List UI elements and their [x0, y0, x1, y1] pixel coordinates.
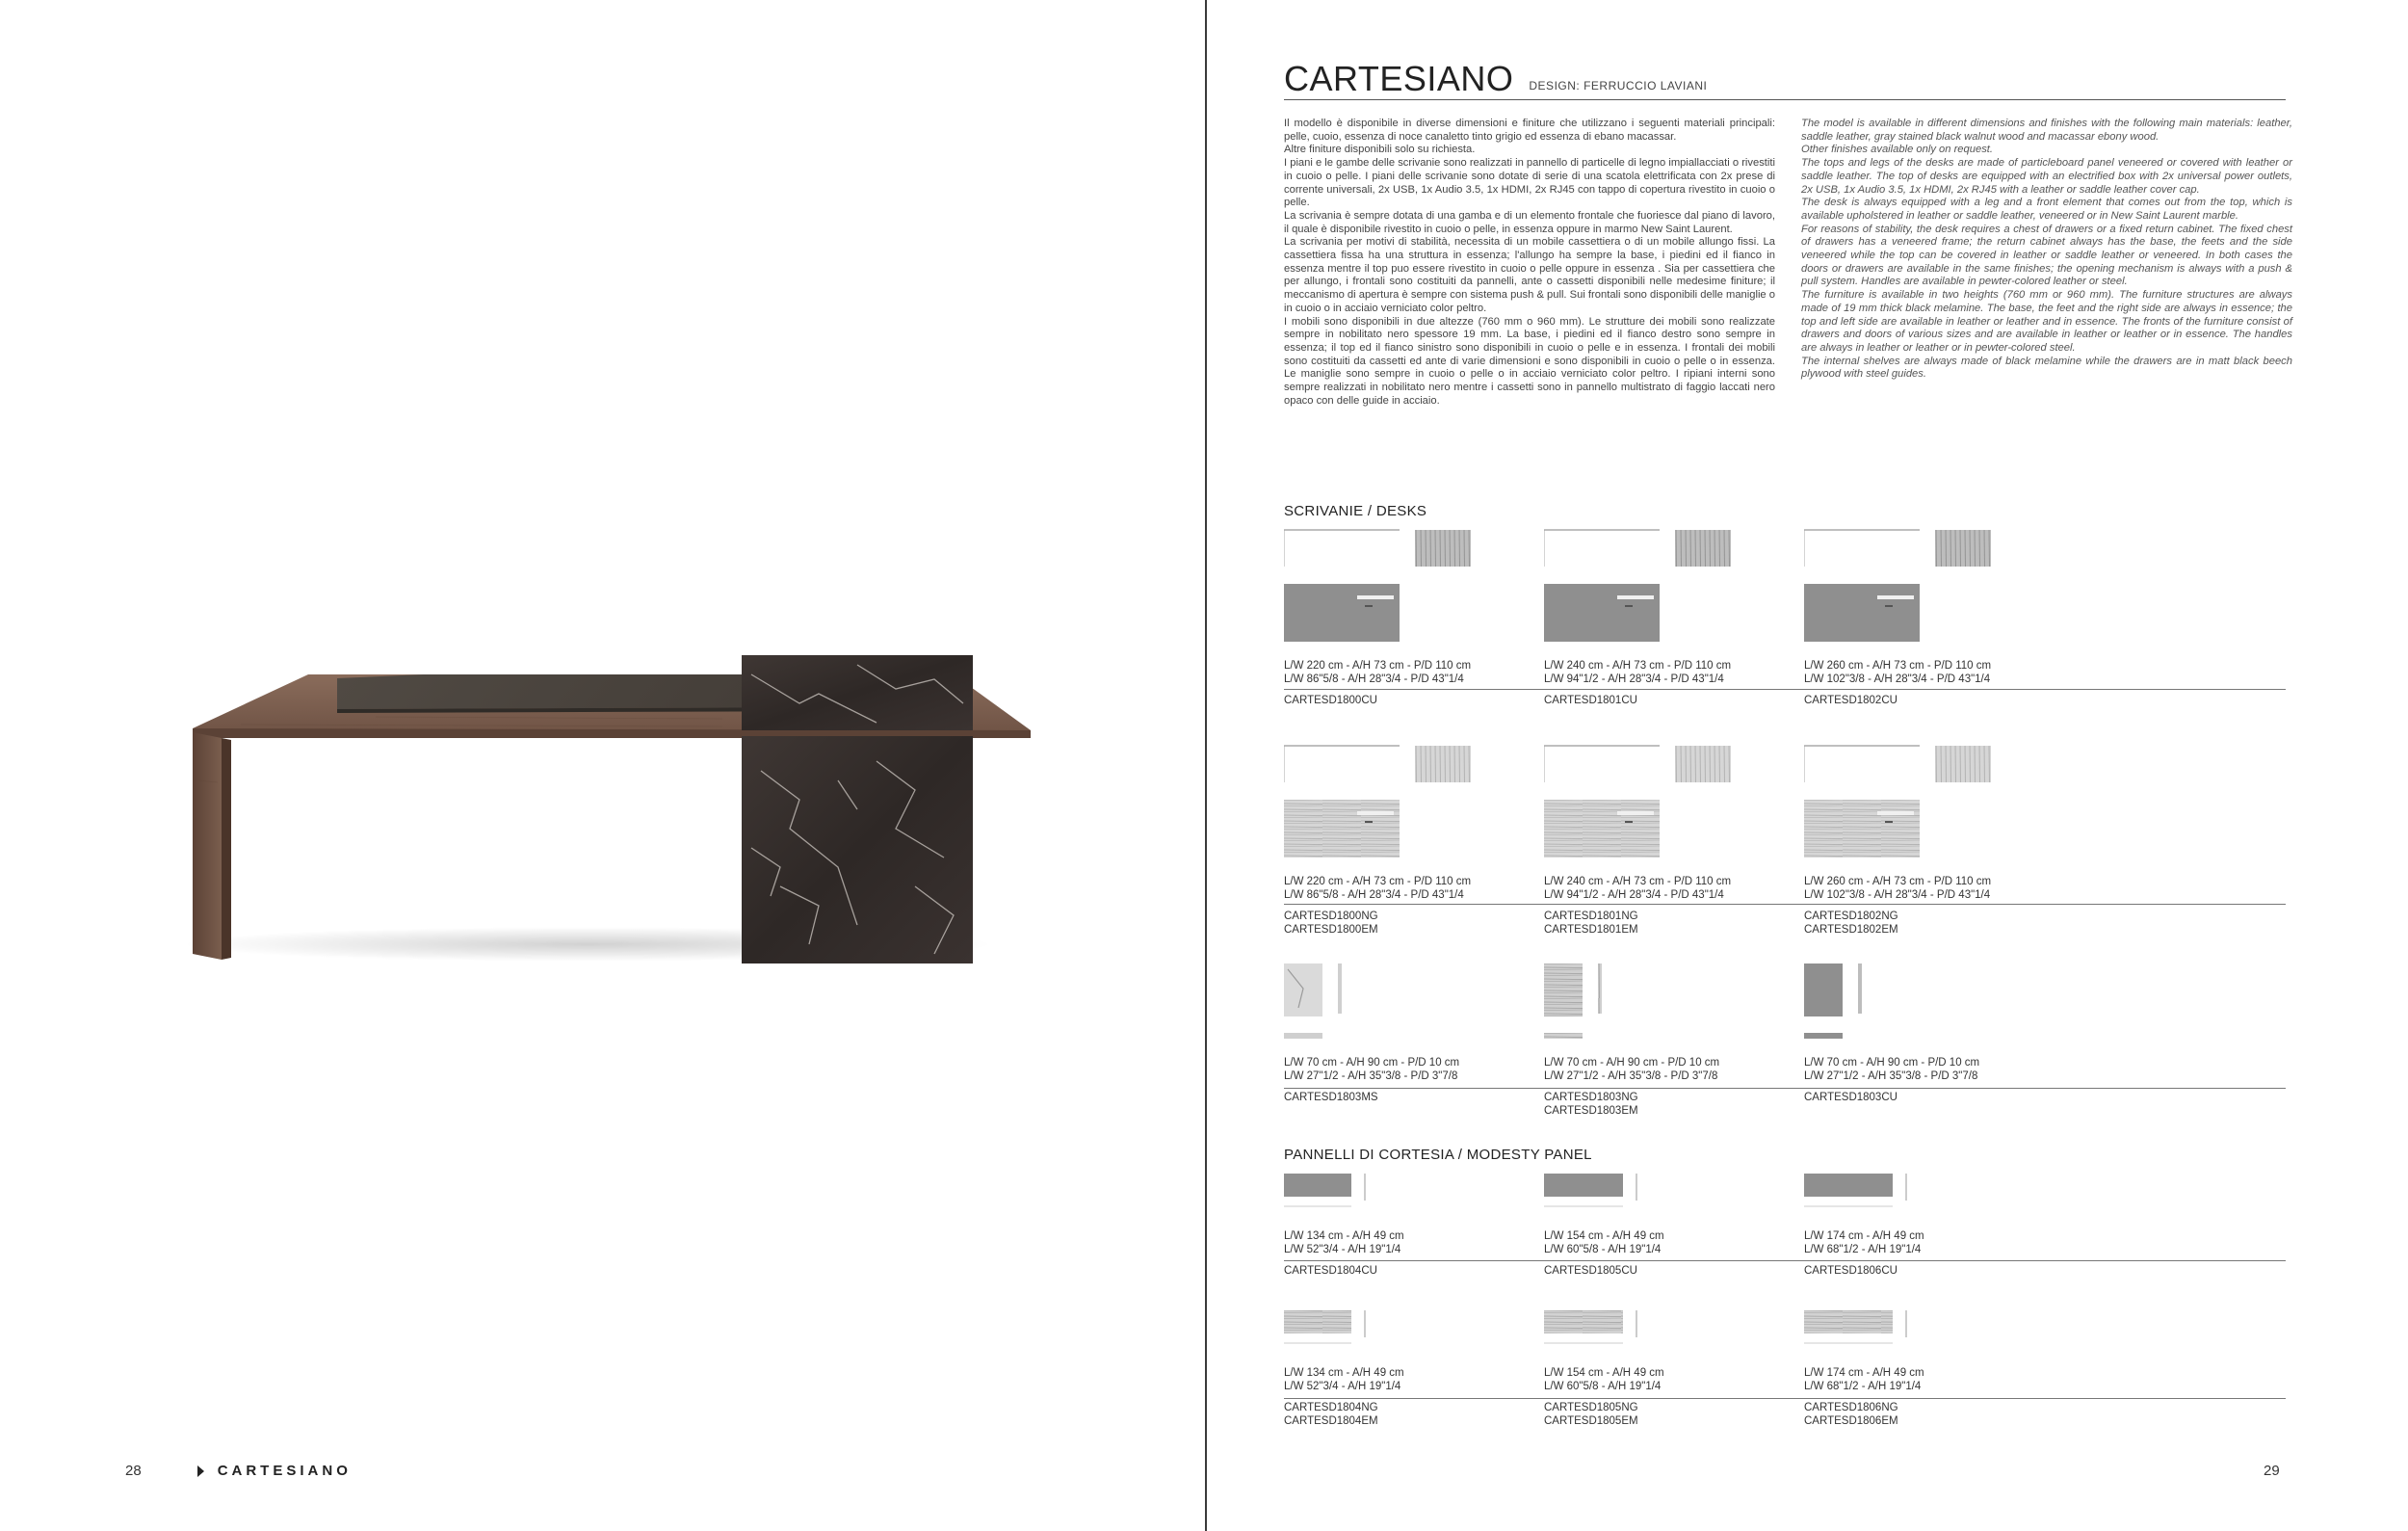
product-codes — [1804, 1091, 1898, 1104]
dimensions-imperial: L/W 60"5/8 - A/H 19"1/4 — [1544, 1244, 1662, 1255]
row-divider — [1284, 904, 2286, 905]
product-cell — [1804, 960, 2064, 1120]
product-cell — [1544, 1308, 1804, 1430]
triangle-arrow-icon — [197, 1465, 204, 1477]
product-codes — [1544, 1401, 1638, 1428]
dimensions-metric: L/W 260 cm - A/H 73 cm - P/D 110 cm — [1804, 660, 1992, 672]
product-code: CARTESD1801EM — [1544, 924, 1638, 936]
product-codes — [1284, 1401, 1378, 1428]
dimensions-imperial: L/W 94"1/2 - A/H 28"3/4 - P/D 43"1/4 — [1544, 673, 1724, 685]
dimensions-metric: L/W 70 cm - A/H 90 cm - P/D 10 cm — [1284, 1057, 1460, 1069]
dimensions-metric: L/W 240 cm - A/H 73 cm - P/D 110 cm — [1544, 660, 1732, 672]
product-codes — [1544, 694, 1637, 707]
dimensions-imperial: L/W 27"1/2 - A/H 35"3/8 - P/D 3"7/8 — [1284, 1070, 1458, 1082]
product-code: CARTESD1804CU — [1284, 1265, 1377, 1277]
dimensions-imperial: L/W 27"1/2 - A/H 35"3/8 - P/D 3"7/8 — [1544, 1070, 1718, 1082]
footer-collection-title: CARTESIANO — [217, 1463, 352, 1479]
description-paragraph: The internal shelves are always made of black melamine while the drawers are in matt black beech plywood with steel guides. — [1801, 355, 2292, 381]
modesty-panel-thumbnail — [1284, 1172, 1438, 1210]
dimensions-imperial: L/W 27"1/2 - A/H 35"3/8 - P/D 3"7/8 — [1804, 1070, 1978, 1082]
desk-thumbnail — [1284, 528, 1515, 644]
product-codes — [1544, 1091, 1638, 1118]
product-code: CARTESD1805EM — [1544, 1415, 1638, 1427]
description-paragraph: Altre finiture disponibili solo su richiesta. — [1284, 144, 1476, 156]
italian-description — [1284, 118, 1775, 408]
english-description — [1801, 118, 2292, 382]
dimensions-metric: L/W 174 cm - A/H 49 cm — [1804, 1367, 1924, 1379]
product-dimensions — [1544, 1229, 1664, 1256]
desk-thumbnail — [1284, 744, 1515, 859]
product-code: CARTESD1800EM — [1284, 924, 1378, 936]
modesty-panel-thumbnail — [1544, 1172, 1698, 1210]
product-codes — [1284, 1091, 1378, 1104]
product-code: CARTESD1802EM — [1804, 924, 1898, 936]
product-cell — [1804, 528, 2064, 723]
dimensions-metric: L/W 134 cm - A/H 49 cm — [1284, 1230, 1404, 1242]
product-code: CARTESD1805NG — [1544, 1402, 1638, 1413]
description-paragraph: I piani e le gambe delle scrivanie sono realizzati in pannello di particelle di legno impiallacciati o rivestiti in cuoio o pelle. I piani delle scrivanie sono dotate di serie di una scatola elettrificata con 2x prese di corrente universali, 2x USB, 1x Audio 3.5, 1x HDMI, 2x RJ45 con tappo di copertura rivestito in cuoio o pelle. — [1284, 157, 1775, 209]
description-paragraph: Il modello è disponibile in diverse dimensioni e finiture che utilizzano i seguenti materiali principali: pelle, cuoio, essenza di noce canaletto tinto grigio ed essenza di ebano macassar. — [1284, 118, 1775, 143]
modesty-panel-thumbnail — [1544, 1308, 1698, 1347]
description-paragraph: The furniture is available in two heights (760 mm or 960 mm). The furniture structures are always made of 19 mm thick black melamine. The base, the feet and the right side are always in essence; the top and left side are available in leather or leather and in essence. The fronts of the furniture consist of drawers and doors of various sizes and are available in leather or leather or in essence. The handles are always in leather or leather or in pewter-colored steel. — [1801, 289, 2292, 354]
product-cell — [1284, 960, 1544, 1120]
product-code: CARTESD1803MS — [1284, 1092, 1378, 1103]
desk-thumbnail — [1544, 528, 1775, 644]
product-cell — [1544, 1172, 1804, 1293]
product-dimensions — [1284, 1056, 1459, 1083]
row-divider — [1284, 1398, 2286, 1399]
product-dimensions — [1284, 875, 1471, 902]
product-cell — [1284, 528, 1544, 723]
dimensions-metric: L/W 154 cm - A/H 49 cm — [1544, 1367, 1664, 1379]
product-dimensions — [1284, 1366, 1404, 1393]
product-dimensions — [1284, 659, 1471, 686]
product-code: CARTESD1805CU — [1544, 1265, 1637, 1277]
product-dimensions — [1544, 875, 1731, 902]
product-dimensions — [1804, 1229, 1924, 1256]
dimensions-metric: L/W 70 cm - A/H 90 cm - P/D 10 cm — [1804, 1057, 1980, 1069]
product-dimensions — [1544, 1366, 1664, 1393]
page-header — [1284, 60, 2286, 100]
product-dimensions — [1804, 875, 1991, 902]
dimensions-metric: L/W 220 cm - A/H 73 cm - P/D 110 cm — [1284, 660, 1472, 672]
product-cell — [1284, 1308, 1544, 1430]
dimensions-imperial: L/W 86"5/8 - A/H 28"3/4 - P/D 43"1/4 — [1284, 673, 1464, 685]
dimensions-metric: L/W 134 cm - A/H 49 cm — [1284, 1367, 1404, 1379]
dimensions-metric: L/W 260 cm - A/H 73 cm - P/D 110 cm — [1804, 876, 1992, 887]
product-codes — [1804, 910, 1898, 937]
product-code: CARTESD1803CU — [1804, 1092, 1898, 1103]
product-cell — [1544, 744, 1804, 938]
product-codes — [1544, 1264, 1637, 1278]
product-codes — [1544, 910, 1638, 937]
product-code: CARTESD1804NG — [1284, 1402, 1378, 1413]
product-code: CARTESD1801NG — [1544, 911, 1638, 922]
dimensions-metric: L/W 240 cm - A/H 73 cm - P/D 110 cm — [1544, 876, 1732, 887]
product-cell — [1804, 1172, 2064, 1293]
product-code: CARTESD1802NG — [1804, 911, 1898, 922]
product-code: CARTESD1803EM — [1544, 1105, 1638, 1117]
modesty-panel-thumbnail — [1804, 960, 1997, 1056]
product-code: CARTESD1806NG — [1804, 1402, 1898, 1413]
modesty-panel-thumbnail — [1284, 1308, 1438, 1347]
dimensions-metric: L/W 154 cm - A/H 49 cm — [1544, 1230, 1664, 1242]
description-paragraph: For reasons of stability, the desk requires a chest of drawers or a fixed return cabinet. The fixed chest of drawers has a veneered frame; the return cabinet always has the base, the feets and the side veneered while the top can be covered in leather or saddle leather or veneered. In both cases the doors or drawers are available in the same finishes; the opening mechanism is always with a push & pull system. Handles are available in pewter-colored leather or steel. — [1801, 223, 2292, 288]
description-paragraph: I mobili sono disponibili in due altezze (760 mm o 960 mm). Le strutture dei mobili sono realizzate sempre in nobilitato nero spessore 19 mm. La base, i piedini ed il fianco destro sono sempre in essenza; il top ed il fianco sinistro sono disponibili in cuoio o pelle e in essenza. I frontali dei mobili sono costituiti da cassetti ed ante di varie dimensioni e sono disponibili in cuoio o pelle o in essenza. Le maniglie sono sempre in cuoio o pelle o in acciaio verniciato color peltro. I ripiani interni sono sempre realizzati in nobilitato nero mentre i cassetti sono in pannello multistrato di faggio laccati nero opaco con delle guide in acciaio. — [1284, 315, 1775, 407]
modesty-panel-thumbnail — [1804, 1172, 1958, 1210]
dimensions-imperial: L/W 94"1/2 - A/H 28"3/4 - P/D 43"1/4 — [1544, 889, 1724, 901]
product-code: CARTESD1800CU — [1284, 695, 1377, 706]
product-dimensions — [1804, 1056, 1979, 1083]
desk-thumbnail — [1804, 528, 2035, 644]
dimensions-imperial: L/W 60"5/8 - A/H 19"1/4 — [1544, 1381, 1662, 1392]
dimensions-imperial: L/W 52"3/4 - A/H 19"1/4 — [1284, 1381, 1401, 1392]
product-codes — [1804, 694, 1898, 707]
product-code: CARTESD1803NG — [1544, 1092, 1638, 1103]
product-cell — [1804, 744, 2064, 938]
desk-product-photo — [183, 636, 1069, 963]
product-cell — [1284, 744, 1544, 938]
product-cell — [1284, 1172, 1544, 1293]
product-dimensions — [1804, 659, 1991, 686]
product-dimensions — [1804, 1366, 1924, 1393]
collection-title: CARTESIANO — [1284, 59, 1514, 98]
desk-thumbnail — [1804, 744, 2035, 859]
product-codes — [1804, 1264, 1898, 1278]
product-code: CARTESD1804EM — [1284, 1415, 1378, 1427]
description-paragraph: The model is available in different dimensions and finishes with the following main materials: leather, saddle leather, gray stained black walnut wood and macassar ebony wood. — [1801, 118, 2292, 143]
row-divider — [1284, 1260, 2286, 1261]
product-code: CARTESD1800NG — [1284, 911, 1378, 922]
row-divider — [1284, 1088, 2286, 1089]
modesty-panel-thumbnail — [1284, 960, 1477, 1056]
dimensions-metric: L/W 174 cm - A/H 49 cm — [1804, 1230, 1924, 1242]
dimensions-imperial: L/W 68"1/2 - A/H 19"1/4 — [1804, 1244, 1922, 1255]
row-divider — [1284, 689, 2286, 690]
product-dimensions — [1544, 1056, 1719, 1083]
product-code: CARTESD1802CU — [1804, 695, 1898, 706]
desk-thumbnail — [1544, 744, 1775, 859]
product-codes — [1284, 1264, 1377, 1278]
dimensions-imperial: L/W 102"3/8 - A/H 28"3/4 - P/D 43"1/4 — [1804, 673, 1991, 685]
design-credit: DESIGN: FERRUCCIO LAVIANI — [1529, 79, 1708, 92]
dimensions-imperial: L/W 102"3/8 - A/H 28"3/4 - P/D 43"1/4 — [1804, 889, 1991, 901]
modesty-panel-thumbnail — [1804, 1308, 1958, 1347]
left-page-number: 28 — [125, 1463, 142, 1479]
product-dimensions — [1544, 659, 1731, 686]
product-code: CARTESD1806EM — [1804, 1415, 1898, 1427]
modesty-panel-thumbnail — [1544, 960, 1737, 1056]
product-codes — [1284, 694, 1377, 707]
description-paragraph: La scrivania per motivi di stabilità, necessita di un mobile cassettiera o di un mobile allungo fissi. La cassettiera fissa ha una struttura in essenza; l'allungo ha sempre la base, i piedini ed il fianco in essenza mentre il top puo essere rivestito in cuoio o pelle oppure in essenza . Sia per cassettiera che per allungo, i frontali sono costituiti da pannelli, ante o cassetti disponibili nelle medesime finiture; il meccanismo di apertura è sempre con sistema push & pull. Sui frontali sono disponibili delle maniglie o in cuoio o in acciaio verniciato color peltro. — [1284, 236, 1775, 314]
product-code: CARTESD1801CU — [1544, 695, 1637, 706]
description-paragraph: Other finishes available only on request. — [1801, 144, 1994, 156]
product-cell — [1544, 960, 1804, 1120]
right-page — [1207, 0, 2408, 1531]
modesty-section-title: PANNELLI DI CORTESIA / MODESTY PANEL — [1284, 1147, 1592, 1163]
desks-section-title: SCRIVANIE / DESKS — [1284, 503, 1427, 519]
description-paragraph: The tops and legs of the desks are made of particleboard panel veneered or covered with leather or saddle leather. The top of desks are equipped with an electrified box with 2x universal power outlets, 2x USB, 1x Audio 3.5, 1x HDMI, 2x RJ45 with a leather or saddle leather cover cap. — [1801, 157, 2292, 196]
dimensions-metric: L/W 70 cm - A/H 90 cm - P/D 10 cm — [1544, 1057, 1720, 1069]
dimensions-imperial: L/W 68"1/2 - A/H 19"1/4 — [1804, 1381, 1922, 1392]
product-codes — [1284, 910, 1378, 937]
product-codes — [1804, 1401, 1898, 1428]
dimensions-metric: L/W 220 cm - A/H 73 cm - P/D 110 cm — [1284, 876, 1472, 887]
product-cell — [1804, 1308, 2064, 1430]
product-cell — [1544, 528, 1804, 723]
description-paragraph: The desk is always equipped with a leg and a front element that comes out from the top, which is available upholstered in leather or saddle leather, veneered or in New Saint Laurent marble. — [1801, 197, 2292, 222]
dimensions-imperial: L/W 52"3/4 - A/H 19"1/4 — [1284, 1244, 1401, 1255]
product-code: CARTESD1806CU — [1804, 1265, 1898, 1277]
right-page-number: 29 — [2264, 1463, 2280, 1479]
description-paragraph: La scrivania è sempre dotata di una gamba e di un elemento frontale che fuoriesce dal piano di lavoro, il quale è disponibile rivestito in cuoio o pelle, in essenza oppure in marmo New Saint Laurent. — [1284, 209, 1775, 235]
left-page-footer — [125, 1463, 352, 1479]
product-dimensions — [1284, 1229, 1404, 1256]
dimensions-imperial: L/W 86"5/8 - A/H 28"3/4 - P/D 43"1/4 — [1284, 889, 1464, 901]
